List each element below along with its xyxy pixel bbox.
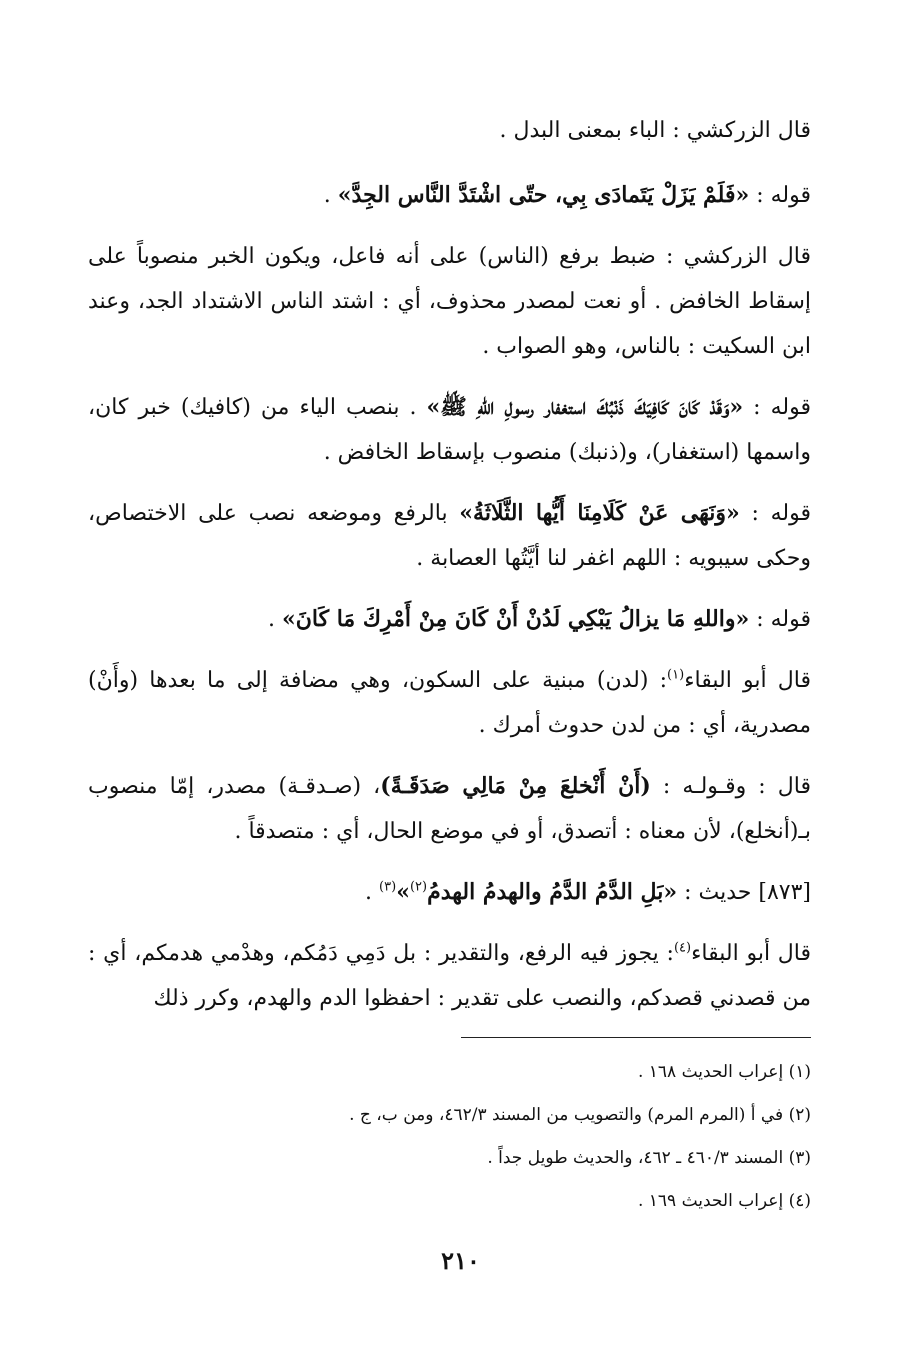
quote-intro: قوله : [743,395,812,420]
footnote-4: (٤) إعراب الحديث ١٦٩ . [637,1191,811,1211]
paragraph-8 [88,764,811,854]
footnote-ref: (٢) [409,879,428,895]
quote-intro: قال : وقـولـه : [650,774,811,799]
paragraph-7 [88,658,811,748]
paragraph-10 [88,931,811,1021]
hadith-number-label: [٨٧٣] حديث : [677,880,811,905]
footnote-2: (٢) في أ (المرم المرم) والتصويب من المسند ٤٦٢/٣، ومن ب، ج . [349,1105,811,1125]
paragraph-text: ، (صـدقـة) مصدر، إمّا منصوب بـ(أنخلع)، لأن معناه : أتصدق، أو في موضع الحال، أي : متصدقاً . [88,774,811,844]
paragraph-3 [88,234,811,369]
quote-intro: قوله : [739,501,812,526]
footnote-ref: (١) [667,667,685,683]
paragraph-9 [88,870,811,915]
hadith-quote: «واللهِ مَا يزالُ يَبْكِي لَدُنْ أَنْ كَانَ مِنْ أَمْرِكَ مَا كَانَ» [281,606,750,632]
paragraph-text: قال أبو البقاء [691,941,811,966]
paragraph-2 [88,173,811,218]
paragraph-text: : يجوز فيه الرفع، والتقدير : بل دَمِي دَمُكم، وهدْمي هدمكم، أي : من قصدني قصدكم، والنصب على تقدير : احفظوا الدم والهدم، وكرر ذلك [88,941,811,1011]
footnote-ref: (٣) [379,879,397,895]
hadith-quote: (أَنْ أَنْخلعَ مِنْ مَالِي صَدَقَـةً) [380,773,651,799]
footnotes [88,1061,811,1212]
paragraph-text: قال الزركشي : الباء بمعنى البدل . [499,118,811,143]
paragraph-text: بالرفع وموضعه نصب على الاختصاص، وحكى سيبويه : اللهم اغفر لنا أيَّتُها العصابة . [88,501,811,571]
paragraph-text: . [267,607,282,632]
footnote-separator-wrap [88,1037,811,1039]
paragraph-4 [88,385,811,475]
paragraph-text: . [323,183,338,208]
footnote-3: (٣) المسند ٤٦٠/٣ ـ ٤٦٢، والحديث طويل جداً . [487,1148,811,1168]
paragraph-5 [88,491,811,581]
quote-intro: قوله : [749,183,811,208]
paragraph-text: . [365,880,380,905]
paragraph-1 [88,108,811,153]
hadith-quote: «وَقَدْ كَانَ كَافِيَكَ ذَنْبُكَ استغفار رسولِ اللهِ ﷺ» [426,394,744,420]
paragraph-text: . بنصب الياء من (كافيك) خبر كان، واسمها (استغفار)، و(ذنبك) منصوب بإسقاط الخافض . [88,395,811,465]
paragraph-text: : (لدن) مبنية على السكون، وهي مضافة إلى ما بعدها (وأَنْ) مصدرية، أي : من لدن حدوث أمرك . [88,668,811,738]
hadith-quote: «وَنَهَى عَنْ كَلَامِنَا أَيُّها الثَّلَاثَةُ» [459,500,740,526]
footnote-1: (١) إعراب الحديث ١٦٨ . [637,1062,811,1082]
quote-close: » [396,879,410,905]
paragraph-text: قال أبو البقاء [684,668,811,693]
hadith-quote: «بَلِ الدَّمُ الدَّمُ والهدمُ الهدمُ [427,879,678,905]
paragraph-text: قال الزركشي : ضبط برفع (الناس) على أنه فاعل، ويكون الخبر منصوباً على إسقاط الخافض . أو نعت لمصدر محذوف، أي : اشتد الناس الاشتداد الجد، وعند ابن السكيت : بالناس، وهو الصواب . [88,244,811,359]
paragraph-6 [88,597,811,642]
main-text [88,108,811,1021]
hadith-quote: «فَلَمْ يَزَلْ يَتَمادَى بِي، حتّى اشْتَدَّ النَّاس الجِدَّ» [337,182,750,208]
page-number: ٢١٠ [441,1246,480,1275]
quote-intro: قوله : [749,607,811,632]
footnote-separator [461,1037,811,1038]
footnote-ref: (٤) [673,940,692,956]
